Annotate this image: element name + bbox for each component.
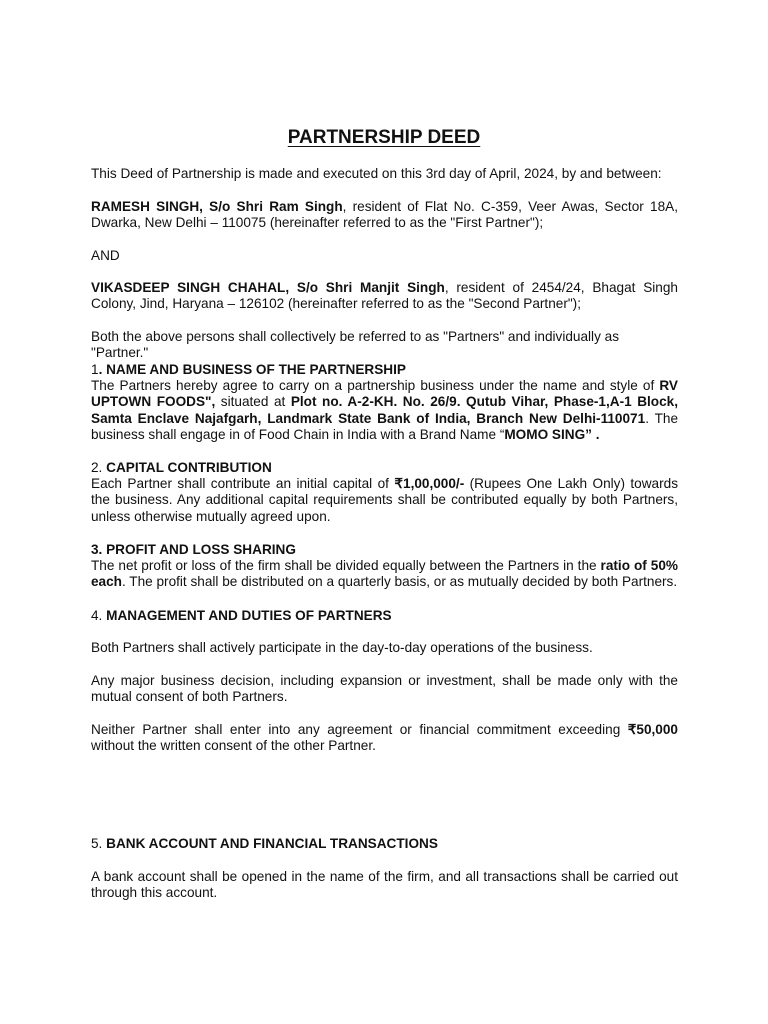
- section-4-text-1: Neither Partner shall enter into any agreement or financial commitment exceeding: [91, 722, 628, 737]
- section-4-title: MANAGEMENT AND DUTIES OF PARTNERS: [106, 608, 392, 623]
- section-3-title: 3. PROFIT AND LOSS SHARING: [91, 542, 296, 557]
- section-4-paragraph-1: Both Partners shall actively participate in the day-to-day operations of the business.: [91, 640, 593, 655]
- section-1-heading: [91, 362, 678, 378]
- section-2-title: CAPITAL CONTRIBUTION: [106, 460, 272, 475]
- section-1-body: [91, 378, 678, 443]
- section-4-text-2: without the written consent of the other Partner.: [91, 738, 376, 754]
- collective-paragraph: Both the above persons shall collectively be referred to as "Partners" and individually as "Partner.": [91, 329, 620, 361]
- section-2-heading: [91, 460, 678, 476]
- firm-address: Plot no. A-2-KH. No. 26/9. Qutub Vihar, Phase-1,A-1 Block, Samta Enclave Najafgarh, Landmark State Bank of India, Branch New Delhi-110071: [91, 394, 678, 426]
- commitment-limit: ₹50,000: [627, 722, 678, 737]
- section-2-number: 2.: [91, 460, 107, 475]
- profit-ratio: ratio of 50% each: [91, 558, 678, 590]
- second-partner-paragraph: [91, 280, 678, 313]
- section-1-text-2: situated at: [215, 394, 291, 410]
- intro-paragraph: This Deed of Partnership is made and executed on this 3rd day of April, 2024, by and between:: [91, 166, 662, 181]
- section-5-number: 5.: [91, 836, 107, 851]
- section-5-paragraph-1: A bank account shall be opened in the name of the firm, and all transactions shall be carried out through this account.: [91, 869, 678, 901]
- first-partner-name: RAMESH SINGH, S/o Shri Ram Singh: [91, 199, 343, 214]
- section-2-text-2: (Rupees One Lakh Only) towards the business. Any additional capital requirements shall be contributed equally by both Partners, unless otherwise mutually agreed upon.: [91, 476, 678, 524]
- section-2-body: [91, 476, 678, 525]
- second-partner-name: VIKASDEEP SINGH CHAHAL, S/o Shri Manjit Singh: [91, 280, 445, 295]
- section-3-text-2: . The profit shall be distributed on a quarterly basis, or as mutually decided by both Partners.: [121, 574, 678, 590]
- first-partner-paragraph: [91, 199, 678, 232]
- section-3-heading: [91, 542, 678, 558]
- section-4-paragraph-3: [91, 722, 678, 755]
- section-1-number: 1: [91, 362, 99, 377]
- section-3-text-1: The net profit or loss of the firm shall be divided equally between the Partners in the: [91, 558, 601, 573]
- section-3-body: [91, 558, 678, 591]
- capital-amount: ₹1,00,000/-: [394, 476, 465, 491]
- section-1-text-1: The Partners hereby agree to carry on a partnership business under the name and style of: [91, 378, 660, 393]
- section-4-number: 4.: [91, 608, 107, 623]
- section-1-text-3: . The business shall engage in of Food Chain in India with a Brand Name “: [91, 410, 679, 442]
- second-partner-details: , resident of 2454/24, Bhagat Singh Colony, Jind, Haryana – 126102 (hereinafter referred to as the "Second Partner");: [91, 280, 678, 312]
- section-2-text-1: Each Partner shall contribute an initial capital of: [91, 476, 395, 491]
- firm-name: RV UPTOWN FOODS",: [91, 378, 678, 410]
- and-separator: AND: [91, 248, 120, 263]
- section-5-title: BANK ACCOUNT AND FINANCIAL TRANSACTIONS: [106, 836, 438, 851]
- section-1-title: . NAME AND BUSINESS OF THE PARTNERSHIP: [98, 362, 406, 377]
- section-4-paragraph-2: Any major business decision, including expansion or investment, shall be made only with the mutual consent of both Partners.: [91, 673, 678, 705]
- first-partner-details: , resident of Flat No. C-359, Veer Awas, Sector 18A, Dwarka, New Delhi – 110075 (hereinafter referred to as the "First Partner");: [91, 199, 678, 231]
- page-title: PARTNERSHIP DEED: [287, 127, 481, 148]
- brand-name: MOMO SING” .: [504, 426, 600, 442]
- section-4-heading: [91, 608, 678, 624]
- section-5-heading: [91, 836, 678, 852]
